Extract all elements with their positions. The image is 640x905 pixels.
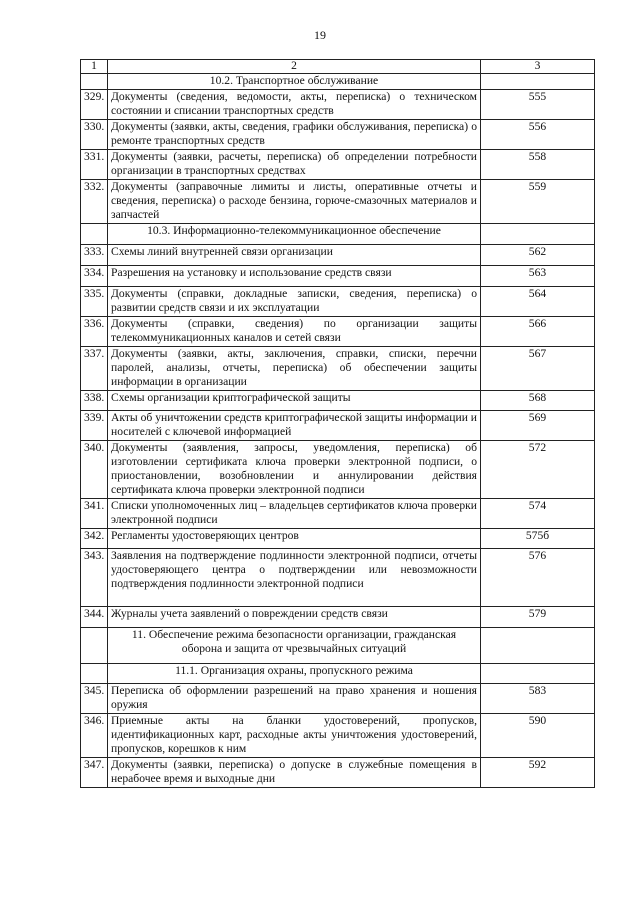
- record-number: 331.: [81, 150, 108, 180]
- column-header-1: 1: [81, 60, 108, 74]
- record-article-number: 583: [481, 684, 595, 714]
- record-number: 335.: [81, 287, 108, 317]
- record-number: 344.: [81, 607, 108, 628]
- record-row: [81, 684, 595, 714]
- record-row: [81, 549, 595, 607]
- record-article-number: 590: [481, 714, 595, 758]
- record-article-number: 572: [481, 441, 595, 499]
- record-number: 345.: [81, 684, 108, 714]
- record-number: 336.: [81, 317, 108, 347]
- record-row: [81, 120, 595, 150]
- record-description: Приемные акты на бланки удостоверений, пропусков, идентификационных карт, расходные акты уничтожения удостоверений, пропусков, корешков к ним: [108, 714, 481, 758]
- record-description: Документы (заявки, расчеты, переписка) об определении потребности организации в транспортных средствах: [108, 150, 481, 180]
- page-number: 19: [314, 28, 326, 42]
- record-description: Документы (заявки, акты, сведения, графики обслуживания, переписка) о ремонте транспортных средств: [108, 120, 481, 150]
- record-description: Документы (заявления, запросы, уведомления, переписка) об изготовлении сертификата ключа проверки электронной подписи, о приостановлении, возобновлении и аннулировании действия сертификата ключа проверки электронной подписи: [108, 441, 481, 499]
- record-row: [81, 317, 595, 347]
- section-empty-cell: [81, 664, 108, 684]
- section-empty-cell: [481, 664, 595, 684]
- record-description: Документы (заправочные лимиты и листы, оперативные отчеты и сведения, переписка) о расходе бензина, горюче-смазочных материалов и запчастей: [108, 180, 481, 224]
- section-title: 11. Обеспечение режима безопасности организации, гражданская оборона и защита от чрезвычайных ситуаций: [108, 628, 481, 664]
- section-empty-cell: [481, 74, 595, 90]
- record-row: [81, 90, 595, 120]
- record-article-number: 564: [481, 287, 595, 317]
- record-description: Документы (сведения, ведомости, акты, переписка) о техническом состоянии и списании транспортных средств: [108, 90, 481, 120]
- record-description: Акты об уничтожении средств криптографической защиты информации и носителей с ключевой информацией: [108, 411, 481, 441]
- record-description: Схемы организации криптографической защиты: [108, 391, 481, 411]
- record-number: 330.: [81, 120, 108, 150]
- record-description: Документы (справки, докладные записки, сведения, переписка) о развитии средств связи и их эксплуатации: [108, 287, 481, 317]
- record-number: 342.: [81, 529, 108, 549]
- record-description: Регламенты удостоверяющих центров: [108, 529, 481, 549]
- record-row: [81, 245, 595, 266]
- record-number: 333.: [81, 245, 108, 266]
- section-title: 10.3. Информационно-телекоммуникационное обеспечение: [108, 224, 481, 245]
- record-article-number: 556: [481, 120, 595, 150]
- record-row: [81, 607, 595, 628]
- record-row: [81, 529, 595, 549]
- record-row: [81, 714, 595, 758]
- column-header-3: 3: [481, 60, 595, 74]
- record-row: [81, 411, 595, 441]
- record-description: Переписка об оформлении разрешений на право хранения и ношения оружия: [108, 684, 481, 714]
- record-number: 337.: [81, 347, 108, 391]
- section-row: [81, 224, 595, 245]
- record-row: [81, 347, 595, 391]
- section-empty-cell: [481, 628, 595, 664]
- record-number: 346.: [81, 714, 108, 758]
- record-article-number: 555: [481, 90, 595, 120]
- record-number: 334.: [81, 266, 108, 287]
- section-row: [81, 74, 595, 90]
- records-table: [80, 59, 595, 788]
- record-number: 347.: [81, 758, 108, 788]
- record-article-number: 567: [481, 347, 595, 391]
- column-header-row: [81, 60, 595, 74]
- record-article-number: 563: [481, 266, 595, 287]
- record-number: 340.: [81, 441, 108, 499]
- record-article-number: 574: [481, 499, 595, 529]
- record-row: [81, 180, 595, 224]
- record-row: [81, 150, 595, 180]
- section-empty-cell: [81, 224, 108, 245]
- record-article-number: 566: [481, 317, 595, 347]
- section-row: [81, 664, 595, 684]
- record-number: 341.: [81, 499, 108, 529]
- record-article-number: 559: [481, 180, 595, 224]
- section-empty-cell: [81, 74, 108, 90]
- record-article-number: 562: [481, 245, 595, 266]
- record-description: Документы (заявки, акты, заключения, справки, списки, перечни паролей, анализы, отчеты, переписка) об обеспечении защиты информации в организации: [108, 347, 481, 391]
- record-row: [81, 499, 595, 529]
- record-number: 332.: [81, 180, 108, 224]
- record-article-number: 579: [481, 607, 595, 628]
- record-number: 343.: [81, 549, 108, 607]
- record-row: [81, 287, 595, 317]
- record-number: 329.: [81, 90, 108, 120]
- section-title: 11.1. Организация охраны, пропускного режима: [108, 664, 481, 684]
- record-description: Разрешения на установку и использование средств связи: [108, 266, 481, 287]
- record-description: Документы (заявки, переписка) о допуске в служебные помещения в нерабочее время и выходные дни: [108, 758, 481, 788]
- record-row: [81, 441, 595, 499]
- section-row: [81, 628, 595, 664]
- record-description: Журналы учета заявлений о повреждении средств связи: [108, 607, 481, 628]
- record-article-number: 576: [481, 549, 595, 607]
- record-article-number: 569: [481, 411, 595, 441]
- record-row: [81, 391, 595, 411]
- section-empty-cell: [481, 224, 595, 245]
- record-description: Документы (справки, сведения) по организации защиты телекоммуникационных каналов и сетей связи: [108, 317, 481, 347]
- section-empty-cell: [81, 628, 108, 664]
- record-number: 338.: [81, 391, 108, 411]
- record-description: Схемы линий внутренней связи организации: [108, 245, 481, 266]
- section-title: 10.2. Транспортное обслуживание: [108, 74, 481, 90]
- record-article-number: 568: [481, 391, 595, 411]
- record-article-number: 575б: [481, 529, 595, 549]
- record-description: Заявления на подтверждение подлинности электронной подписи, отчеты удостоверяющего центра о подтверждении или невозможности подтверждения подлинности электронной подписи: [108, 549, 481, 607]
- record-row: [81, 266, 595, 287]
- column-header-2: 2: [108, 60, 481, 74]
- record-article-number: 592: [481, 758, 595, 788]
- record-article-number: 558: [481, 150, 595, 180]
- record-description: Списки уполномоченных лиц – владельцев сертификатов ключа проверки электронной подписи: [108, 499, 481, 529]
- record-row: [81, 758, 595, 788]
- records-table-body: [81, 60, 595, 788]
- record-number: 339.: [81, 411, 108, 441]
